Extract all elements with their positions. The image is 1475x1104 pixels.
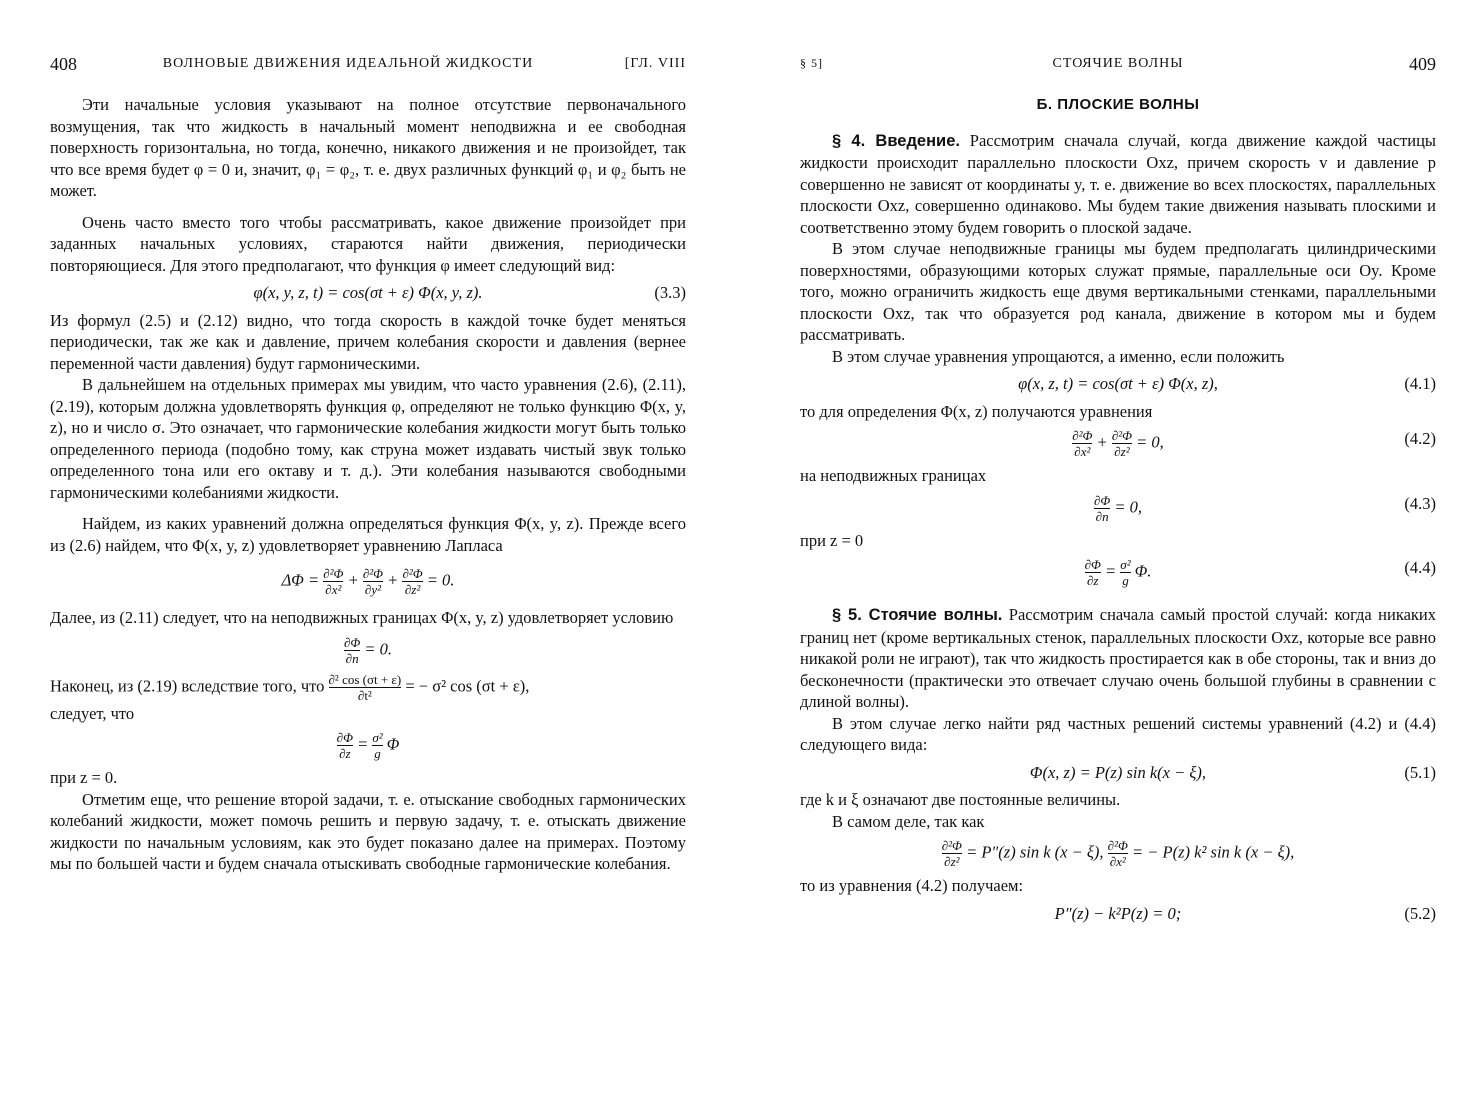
equation-line: Наконец, из (2.19) вследствие того, что $\frac{\text{∂² cos (σt + ε)}}{\text{∂t²}}$ = − σ² cos (σt + ε), [50,671,530,703]
paragraph: Из формул (2.5) и (2.12) видно, что тогда скорость в каждой точке будет меняться периодически, так же как и давление, причем колебания скорости и давления (вернее переменной части давления) будут гармоническими. [50,310,686,373]
equation-tag: (5.2) [1404,903,1436,923]
equation-5-2: P″(z) − k²P(z) = 0; (5.2) [1054,903,1436,923]
fraction: $\frac{\text{∂²Φ}}{\text{∂x²}}$ [1107,838,1128,869]
right-body [800,94,1436,930]
fraction: $\frac{\text{∂²Φ}}{\text{∂z²}}$ [402,566,423,597]
paragraph: В этом случае легко найти ряд частных решений системы уравнений (4.2) и (4.4) следующего вида: [800,713,1436,754]
paragraph: при z = 0 [800,530,864,550]
paragraph: при z = 0. [50,768,118,787]
equation-tag: (4.1) [1404,374,1436,393]
subsection-heading: § 4. Введение. [832,131,960,150]
paragraph: В этом случае неподвижные границы мы будем предполагать цилиндрическими поверхностями, образующими которых служат прямые, параллельные оси Oy. Кроме того, можно ограничить жидкость еще двумя вертикальными стенками, параллельными плоскости Oxz, так что образуется род канала, движение в котором мы и будем рассматривать. [800,239,1436,344]
section-heading: Б. ПЛОСКИЕ ВОЛНЫ [1036,96,1200,113]
section-ref: § 5] [800,56,823,70]
equation-3-3: φ(x, y, z, t) = cos(σt + ε) Φ(x, y, z). (3.3) [253,283,686,302]
paragraph: где k и ξ означают две постоянные величины. [800,790,1121,809]
paragraph: Отметим еще, что решение второй задачи, т. е. отыскание свободных гармонических колебаний жидкости, может помочь решить и первую задачу, т. е. отыскать движение жидкости по начальным условиям, как это будет показано далее на примерах. Поэтому мы по большей части и будем сначала отыскивать свободные гармонические колебания. [50,789,686,873]
fraction: $\frac{\text{σ²}}{g}$ [372,730,383,761]
equation-tag: (3.3) [654,283,686,302]
paragraph: Эти начальные условия указывают на полное отсутствие первоначального возмущения, так что жидкость в начальный момент неподвижна и ее свободная поверхность горизонтальна, но тогда, конечно, никакого движения и не произойдет, так что все время будет φ = 0 и, значит, φ₁ = φ₂, т. е. двух различных функций φ₁ и φ₂ быть не может. [50,95,686,200]
equation-4-2: $\frac{\text{∂²Φ}}{\text{∂x²}}$ + $\frac{\text{∂²Φ}}{\text{∂z²}}$ = 0, (4.2) [1072,428,1436,459]
right-running-head [800,56,1436,80]
fraction: $\frac{\partial\Phi}{\partial n}$ [343,634,361,666]
fraction: $\frac{\partial\Phi}{\partial n}$ [1093,492,1111,524]
page-number: 408 [50,54,77,74]
running-title: СТОЯЧИЕ ВОЛНЫ [1052,56,1184,71]
equation-5-1: Φ(x, z) = P(z) sin k(x − ξ), (5.1) [1029,762,1436,782]
paragraph: § 4. Введение. Рассмотрим сначала случай, когда движение каждой частицы жидкости происходит параллельно плоскости Oxz, причем скорость v и давление p совершенно не зависят от координаты y, т. е. движение во всех плоскостях, параллельных плоскости Oxz, совершенно одинаково. Мы будем такие движения называть плоскими и соответственно этому будем говорить о плоской задаче. [800,130,1437,237]
paragraph: § 5. Стоячие волны. Рассмотрим сначала самый простой случай: когда никаких границ нет (кроме вертикальных стенок, параллельных плоскости Oxz, которые все равно никакой роли не играют), так что жидкость простирается как в обе стороны, так и вниз до бесконечности (практически это отвечает случаю очень большой глубины в сравнении с длиной волны). [800,605,1436,711]
subsection-heading: § 5. Стоячие волны. [832,606,1003,624]
left-page [50,0,686,1104]
equation-4-3: $\frac{\partial\Phi}{\partial n}$ = 0, (4.3) [1093,492,1436,524]
paragraph: Очень часто вместо того чтобы рассматривать, какое движение произойдет при заданных начальных условиях, стараются найти движения, периодически повторяющиеся. Для этого предполагают, что функция φ имеет следующий вид: [50,212,686,275]
equation-4-4: $\frac{\partial\Phi}{\partial z}$ = $\frac{\text{σ²}}{g}$ Φ. (4.4) [1084,557,1436,588]
paragraph: следует, что [50,703,135,723]
paragraph: В этом случае уравнения упрощаются, а именно, если положить [832,346,1285,366]
paragraph: то для определения Φ(x, z) получаются уравнения [800,401,1153,421]
paragraph: В самом деле, так как [832,811,985,831]
fraction: $\frac{\text{∂²Φ}}{\text{∂y²}}$ [362,566,384,597]
equation-tag: (4.2) [1404,429,1436,448]
fraction: $\frac{\text{∂²Φ}}{\text{∂z²}}$ [1111,428,1133,459]
paragraph: В дальнейшем на отдельных примерах мы увидим, что часто уравнения (2.6), (2.11), (2.19), которым должна удовлетворять функция φ, определяют не только функцию Φ(x, y, z), но и число σ. Это означает, что гармонические колебания жидкости могут быть только определенного периода (подобно тому, как струна может издавать чистый звук только определенного тона или его октаву и т. д.). Эти колебания называются свободными гармоническими колебаниями жидкости. [50,375,686,502]
equation-laplace: ΔΦ = $\frac{\text{∂²Φ}}{\text{∂x²}}$ + $\frac{\text{∂²Φ}}{\text{∂y²}}$ + $\frac{\text{∂²Φ}}{\text{∂z²}}$ = 0. [281,566,455,597]
fraction: $\frac{\partial\Phi}{\partial z}$ [1084,557,1101,588]
fraction: $\frac{\text{∂²Φ}}{\text{∂x²}}$ [1072,428,1093,459]
running-title: ВОЛНОВЫЕ ДВИЖЕНИЯ ИДЕАЛЬНОЙ ЖИДКОСТИ [162,56,534,71]
fraction: $\frac{\text{∂² cos (σt + ε)}}{\text{∂t²}}$ [328,671,402,703]
equation-dn: $\frac{\partial\Phi}{\partial n}$ = 0. [343,634,393,666]
fraction: $\frac{\text{σ²}}{g}$ [1120,557,1131,588]
left-running-head [50,56,686,80]
equation-tag: (4.3) [1404,493,1436,513]
paragraph: Найдем, из каких уравнений должна определяться функция Φ(x, y, z). Прежде всего из (2.6) найдем, что Φ(x, y, z) удовлетворяет уравнению Лапласа [50,514,686,555]
page-number: 409 [1409,54,1436,74]
paragraph: на неподвижных границах [800,466,987,485]
equation-second-derivatives: $\frac{\text{∂²Φ}}{\text{∂z²}}$ = P″(z) sin k (x − ξ), $\frac{\text{∂²Φ}}{\text{∂x²}}$ = − P(z) k² sin k (x − ξ), [941,838,1295,869]
fraction: $\frac{\text{∂²Φ}}{\text{∂z²}}$ [941,838,962,869]
equation-tag: (4.4) [1404,558,1436,577]
fraction: $\frac{\text{∂²Φ}}{\text{∂x²}}$ [323,566,344,597]
equation-4-1: φ(x, z, t) = cos(σt + ε) Φ(x, z), (4.1) [1018,374,1436,393]
chapter-ref: [ГЛ. VIII [624,56,686,71]
paragraph: то из уравнения (4.2) получаем: [800,876,1024,895]
paragraph: Далее, из (2.11) следует, что на неподвижных границах Φ(x, y, z) удовлетворяет условию [50,608,674,627]
fraction: $\frac{\partial\Phi}{\partial z}$ [336,730,353,761]
equation-dz: $\frac{\partial\Phi}{\partial z}$ = $\frac{\text{σ²}}{g}$ Φ [336,730,400,761]
equation-tag: (5.1) [1404,762,1436,782]
left-body [50,94,686,875]
right-page [800,0,1436,1104]
